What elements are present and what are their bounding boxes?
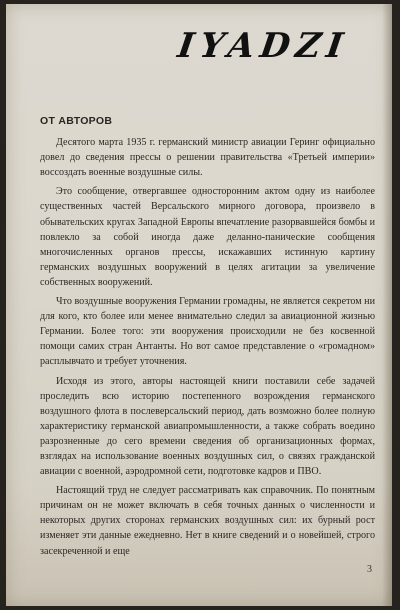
- page-edge-shadow: [382, 4, 392, 606]
- watermark-logo: IYADZI: [175, 26, 352, 66]
- paragraph-1: Десятого марта 1935 г. германский министр авиации Геринг официально довел до сведения прессы о решении правительства «Третьей империи» воссоздать военные воздушные силы.: [40, 137, 375, 179]
- page-number: 3: [367, 564, 372, 575]
- paragraph-3: Что воздушные вооружения Германии громадны, не является секретом ни для кого, кто более или менее внимательно следил за авиационной жизнью Германии. Более того: эти вооружения происходили не без косвенной помощи самих стран Антанты. Но вот самое представление о «громадном» расплывчато и требует уточнения.: [40, 296, 375, 368]
- section-heading: ОТ АВТОРОВ: [40, 115, 113, 127]
- paragraph-5: Настоящий труд не следует рассматривать как справочник. По понятным причинам он не может включать в себя точных данных о численности и некоторых других сторонах германских воздушных сил: их бурный рост изменяет эти данные ежедневно. Нет в книге сведений и о новейшей, строго засекреченной и еще: [40, 485, 375, 557]
- paragraph-2: Это сообщение, отвергавшее односторонним актом одну из наиболее существенных частей Версальского мирного договора, произвело в обывательских кругах Западной Европы впечатление разорвавшейся бомбы и повлекло за собой иногда даже деланно-панические сообщения многочисленных органов прессы, искажавших истинную картину германских воздушных вооружений в целях агитации за увеличение собственных вооружений.: [40, 186, 375, 288]
- book-page: [6, 4, 392, 606]
- page-content: [40, 114, 375, 563]
- paragraph-4: Исходя из этого, авторы настоящей книги поставили себе задачей проследить всю историю постепенного возрождения германского воздушного флота в послеверсальский период, дать возможно более полную характеристику германской авиапромышленности, а также собрать воедино разрозненные до сего времени сведения об организационных формах, взглядах на использование военных воздушных сил, о связях гражданской авиации с военной, аэродромной сети, подготовке кадров и ПВО.: [40, 375, 375, 478]
